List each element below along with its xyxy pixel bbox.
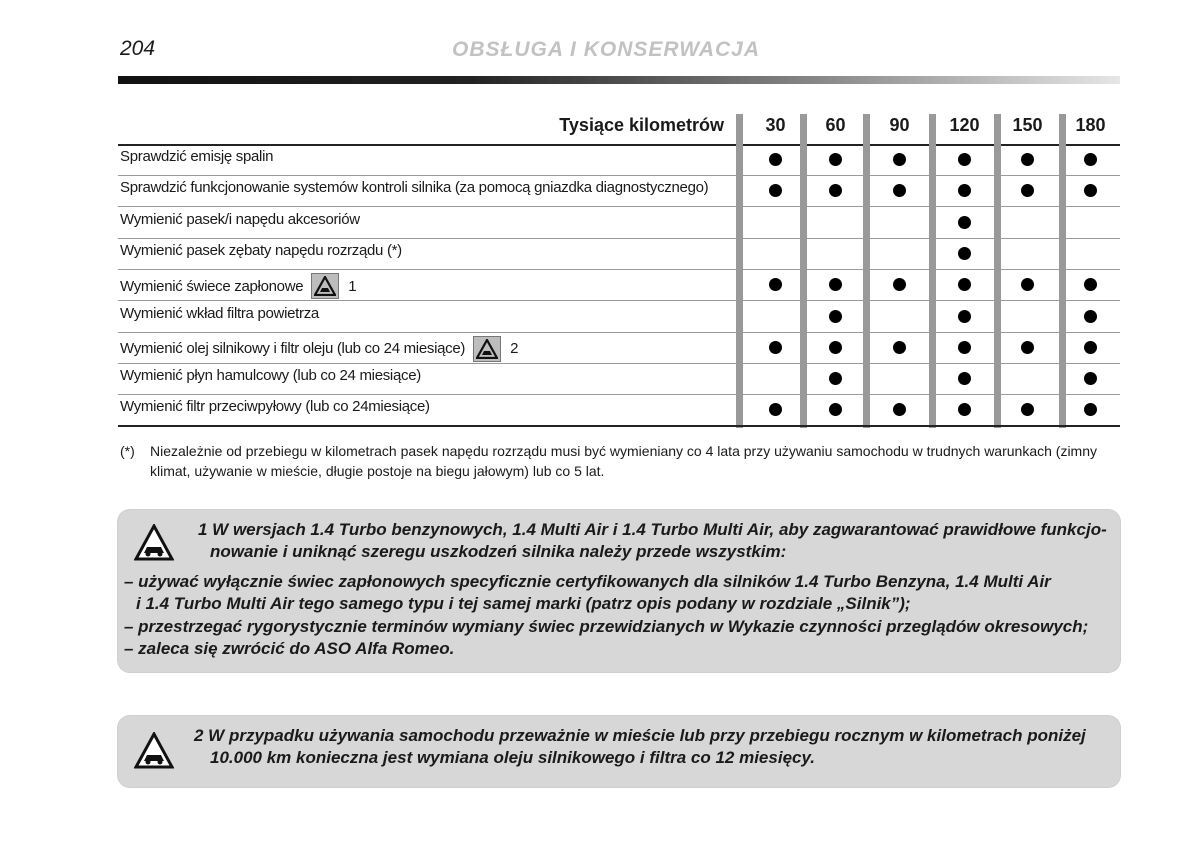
service-dot [958, 341, 971, 354]
service-dot [769, 153, 782, 166]
note-number: 2 [510, 340, 519, 358]
warning-1-bullet1-line1: – używać wyłącznie świec zapłonowych specyficznie certyfikowanych dla silników 1.4 Turbo Benzyna, 1.4 Multi Air [124, 572, 1051, 591]
service-dot [829, 310, 842, 323]
item-label-text: Sprawdzić emisję spalin [120, 148, 274, 165]
table-row [118, 332, 1120, 364]
service-dot [958, 153, 971, 166]
table-row [118, 394, 1120, 427]
warning-1-bullet2: – przestrzegać rygorystycznie terminów wymiany świec przewidzianych w Wykazie czynności przeglądów okresowych; [124, 617, 1089, 636]
service-dot [893, 153, 906, 166]
item-label [120, 211, 360, 228]
table-row [118, 238, 1120, 270]
warning-1-bullet3: – zaleca się zwrócić do ASO Alfa Romeo. [124, 639, 455, 658]
warning-1-bullet1-line2: i 1.4 Turbo Multi Air tego samego typu i tej samej marki (patrz opis podany w rozdziale „Silnik”); [136, 594, 911, 613]
service-dot [1084, 278, 1097, 291]
service-dot [1021, 153, 1034, 166]
service-dot [1084, 184, 1097, 197]
service-dot [769, 184, 782, 197]
item-label-text: Wymienić świece zapłonowe [120, 277, 304, 295]
service-dot [1021, 184, 1034, 197]
service-dot [958, 216, 971, 229]
service-dot [1084, 372, 1097, 385]
km-column-header: 180 [1075, 115, 1106, 135]
service-dot [958, 247, 971, 260]
service-dot [893, 278, 906, 291]
table-row [118, 363, 1120, 395]
service-dot [1084, 153, 1097, 166]
item-label-text: Wymienić pasek zębaty napędu rozrządu (*) [120, 241, 402, 259]
service-dot [829, 372, 842, 385]
service-dot [1021, 341, 1034, 354]
item-label-text: Sprawdzić funkcjonowanie systemów kontroli silnika (za pomocą gniazdka diagnostycznego) [120, 179, 709, 197]
item-label [120, 398, 430, 415]
service-dot [1084, 310, 1097, 323]
warning-car-triangle-icon [134, 732, 174, 770]
km-column-header: 60 [825, 115, 846, 135]
item-label [120, 179, 708, 196]
note-number: 1 [348, 277, 357, 295]
service-dot [829, 278, 842, 291]
item-label [120, 242, 402, 259]
warning-car-triangle-icon [134, 524, 174, 562]
km-column-header: 90 [889, 115, 910, 135]
service-dot [829, 341, 842, 354]
service-dot [769, 403, 782, 416]
service-dot [1021, 403, 1034, 416]
service-dot [829, 153, 842, 166]
item-label-text: Wymienić filtr przeciwpyłowy (lub co 24miesiące) [120, 398, 430, 416]
service-dot [958, 403, 971, 416]
item-label [120, 305, 319, 322]
service-dot [893, 403, 906, 416]
service-dot [958, 372, 971, 385]
page-number: 204 [120, 37, 156, 60]
warning-1-intro-line1: 1 W wersjach 1.4 Turbo benzynowych, 1.4 Multi Air i 1.4 Turbo Multi Air, aby zagwarantować prawidłowe funkcjo- [198, 520, 1107, 539]
service-dot [1084, 341, 1097, 354]
footnote [120, 441, 1120, 481]
service-dot [958, 278, 971, 291]
warning-box-2 [118, 716, 1120, 787]
header-rule [118, 76, 1120, 84]
maintenance-schedule-table [118, 110, 1120, 430]
service-dot [893, 341, 906, 354]
warning-triangle-icon [473, 336, 501, 362]
service-dot [829, 403, 842, 416]
warning-1-intro-line2: nowanie i uniknąć szeregu uszkodzeń silnika należy przede wszystkim: [210, 542, 787, 561]
footnote-marker: (*) [120, 443, 135, 459]
item-label [120, 148, 273, 165]
table-row [118, 207, 1120, 239]
service-dot [893, 184, 906, 197]
item-label [120, 273, 356, 299]
table-row [118, 144, 1120, 176]
warning-2-line2: 10.000 km konieczna jest wymiana oleju silnikowego i filtra co 12 miesięcy. [210, 748, 816, 767]
table-row [118, 301, 1120, 333]
warning-2-line1: 2 W przypadku używania samochodu przeważnie w mieście lub przy przebiegu rocznym w kilometrach poniżej [194, 726, 1086, 745]
table-row [118, 175, 1120, 207]
item-label [120, 336, 518, 362]
warning-box-1 [118, 510, 1120, 672]
km-column-header: 150 [1012, 115, 1043, 135]
km-column-header: 30 [765, 115, 786, 135]
service-dot [958, 310, 971, 323]
service-dot [769, 278, 782, 291]
warning-triangle-icon [311, 273, 339, 299]
service-dot [958, 184, 971, 197]
item-label-text: Wymienić olej silnikowy i filtr oleju (lub co 24 miesiące) [120, 340, 466, 358]
item-label-text: Wymienić płyn hamulcowy (lub co 24 miesiące) [120, 367, 421, 385]
table-row [118, 269, 1120, 301]
service-dot [829, 184, 842, 197]
item-label [120, 367, 421, 384]
footnote-text: Niezależnie od przebiegu w kilometrach pasek napędu rozrządu musi być wymieniany co 4 lata przy używaniu samochodu w trudnych warunkach (zimny klimat, używanie w mieście, długie postoje na biegu jałowym) lub co 5 lat. [150, 443, 1098, 479]
item-label-text: Wymienić wkład filtra powietrza [120, 304, 319, 322]
item-label-text: Wymienić pasek/i napędu akcesoriów [120, 210, 360, 228]
km-column-header: 120 [949, 115, 980, 135]
header-label: Tysiące kilometrów [559, 115, 724, 135]
section-title: OBSŁUGA I KONSERWACJA [452, 38, 761, 61]
service-dot [1084, 403, 1097, 416]
service-dot [769, 341, 782, 354]
table-header [118, 110, 1120, 146]
service-dot [1021, 278, 1034, 291]
